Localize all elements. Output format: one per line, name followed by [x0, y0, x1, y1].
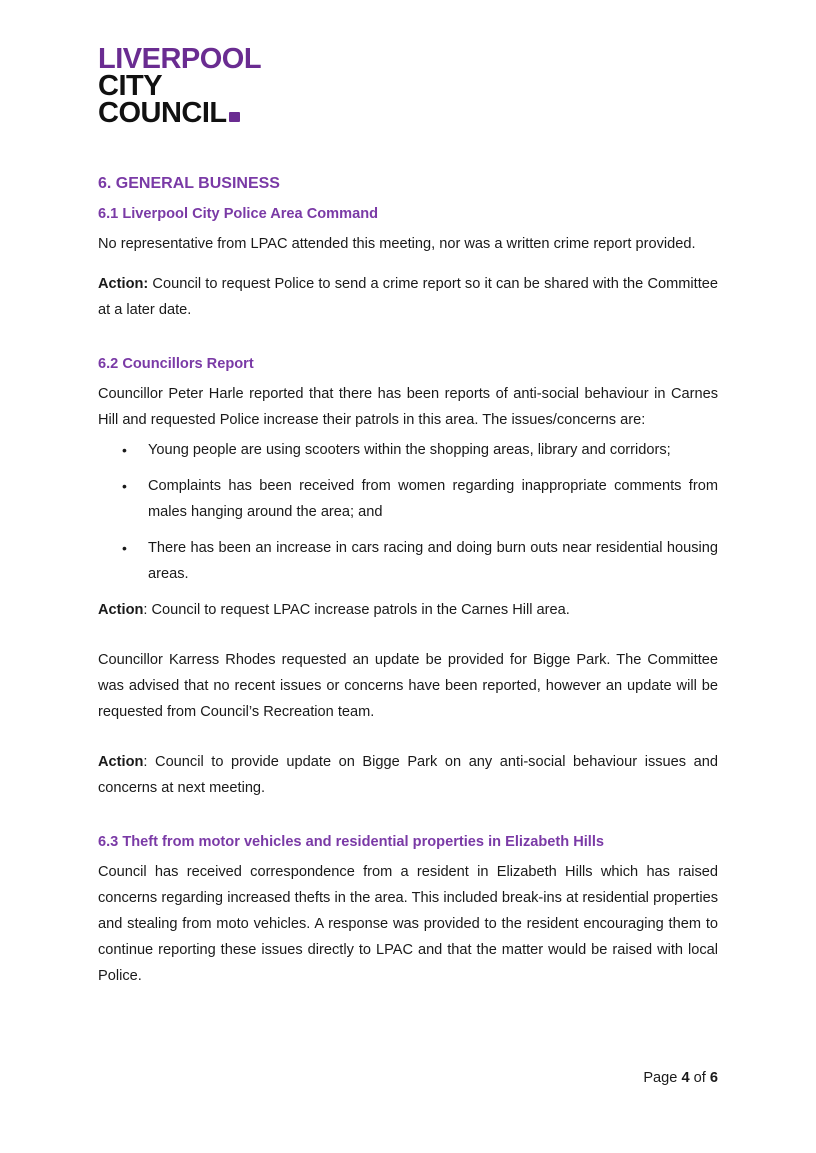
page-current: 4 [681, 1070, 690, 1086]
list-item [122, 437, 718, 463]
list-item-text: There has been an increase in cars racing and doing burn outs near residential housing areas. [148, 540, 718, 582]
bullet-icon: • [122, 442, 127, 458]
paragraph-6-3: Council has received correspondence from a resident in Elizabeth Hills which has raised concerns regarding increased thefts in the area. This included break-ins at residential properties and stealing from moto vehicles. A response was provided to the resident encouraging them to continue reporting these issues directly to LPAC and that the matter would be raised with local Police. [98, 864, 718, 984]
action-text: Council to request Police to send a crime report so it can be shared with the Committee at a later date. [98, 276, 718, 318]
page-total: 6 [709, 1070, 718, 1086]
logo-line-3-text: COUNCIL [98, 97, 227, 129]
action-6-2a [98, 597, 718, 623]
action-label: Action [98, 602, 144, 618]
list-item-text: Complaints has been received from women regarding inappropriate comments from males hanging around the area; and [148, 478, 718, 520]
heading-6-3: 6.3 Theft from motor vehicles and residential properties in Elizabeth Hills [98, 834, 605, 850]
of-word: of [689, 1070, 710, 1086]
action-6-2b [98, 749, 718, 801]
bullet-icon: • [122, 540, 127, 556]
page-word: Page [643, 1070, 682, 1086]
document-content [98, 173, 718, 989]
council-logo [98, 43, 262, 129]
action-label: Action: [98, 276, 149, 292]
list-item-text: Young people are using scooters within the shopping areas, library and corridors; [148, 442, 671, 458]
list-item [122, 535, 718, 587]
paragraph-6-2: Councillor Peter Harle reported that there has been reports of anti-social behaviour in Carnes Hill and requested Police increase their patrols in this area. The issues/concerns are: [98, 386, 718, 428]
paragraph-6-2b: Councillor Karress Rhodes requested an update be provided for Bigge Park. The Committee was advised that no recent issues or concerns have been reported, however an update will be requested from Council’s Recreation team. [98, 652, 718, 720]
heading-6-2: 6.2 Councillors Report [98, 356, 254, 372]
list-item [122, 473, 718, 525]
page-number [643, 1070, 718, 1086]
heading-6-1: 6.1 Liverpool City Police Area Command [98, 206, 379, 222]
logo-mark-icon [229, 112, 240, 122]
action-label: Action [98, 754, 144, 770]
logo-line-1: LIVERPOOL [98, 43, 262, 75]
logo-line-3 [98, 97, 261, 129]
paragraph-6-1: No representative from LPAC attended this meeting, nor was a written crime report provided. [98, 236, 696, 252]
logo-line-2: CITY [98, 70, 163, 102]
action-text: : Council to provide update on Bigge Park on any anti-social behaviour issues and concerns at next meeting. [98, 754, 718, 796]
section-title: 6. GENERAL BUSINESS [98, 175, 280, 192]
bullet-icon: • [122, 478, 127, 494]
concerns-list [98, 437, 718, 587]
action-6-1 [98, 271, 718, 323]
action-text: : Council to request LPAC increase patrols in the Carnes Hill area. [143, 602, 570, 618]
